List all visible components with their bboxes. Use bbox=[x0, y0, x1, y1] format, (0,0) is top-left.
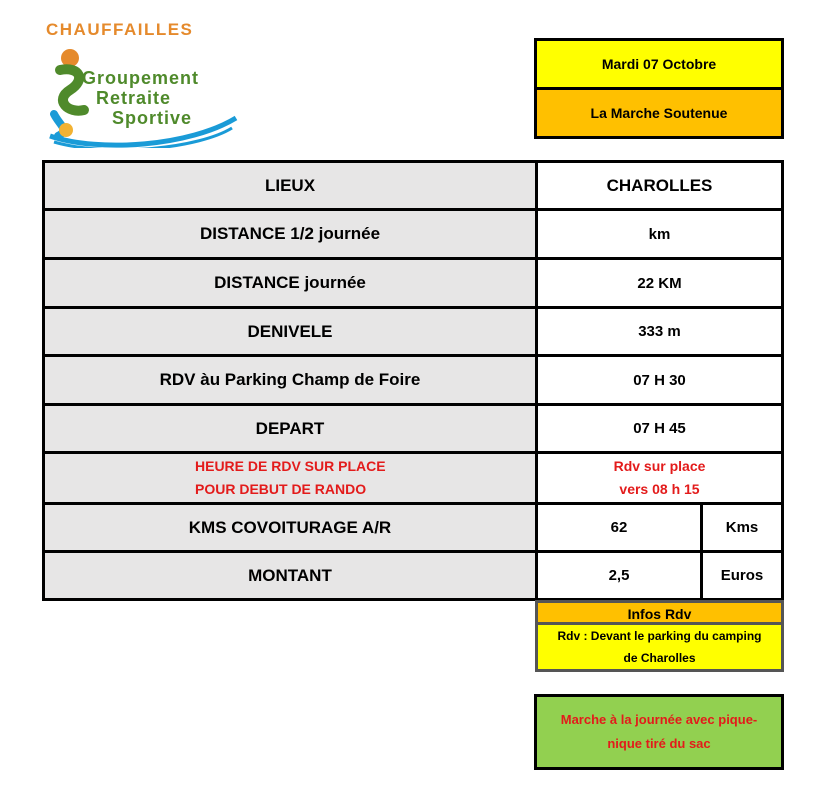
value-covoiturage: 62 bbox=[535, 502, 703, 553]
value-depart: 07 H 45 bbox=[535, 403, 784, 454]
value-lieux: CHAROLLES bbox=[535, 160, 784, 211]
activity-box: La Marche Soutenue bbox=[534, 87, 784, 139]
label-denivele: DENIVELE bbox=[42, 306, 538, 357]
club-logo bbox=[40, 18, 240, 148]
label-heure-rdv-line2: POUR DEBUT DE RANDO bbox=[195, 481, 367, 497]
infos-body bbox=[535, 622, 784, 672]
logo-line-3: Sportive bbox=[112, 108, 193, 128]
label-lieux: LIEUX bbox=[42, 160, 538, 211]
label-covoiturage: KMS COVOITURAGE A/R bbox=[42, 502, 538, 553]
label-heure-rdv-line1: HEURE DE RDV SUR PLACE bbox=[195, 458, 386, 474]
unit-montant: Euros bbox=[700, 550, 784, 601]
value-montant: 2,5 bbox=[535, 550, 703, 601]
value-heure-rdv-line1: Rdv sur place bbox=[613, 458, 706, 474]
label-depart: DEPART bbox=[42, 403, 538, 454]
note-box bbox=[534, 694, 784, 770]
note-line-2: nique tiré du sac bbox=[607, 736, 711, 751]
label-rdv: RDV àu Parking Champ de Foire bbox=[42, 354, 538, 406]
value-heure-rdv bbox=[535, 451, 784, 505]
infos-title: Infos Rdv bbox=[535, 600, 784, 624]
logo-line-1: Groupement bbox=[82, 68, 200, 88]
value-denivele: 333 m bbox=[535, 306, 784, 357]
logo-town: CHAUFFAILLES bbox=[46, 20, 194, 39]
infos-line-1: Rdv : Devant le parking du camping bbox=[557, 629, 762, 643]
date-box: Mardi 07 Octobre bbox=[534, 38, 784, 90]
logo-line-2: Retraite bbox=[96, 88, 172, 108]
value-rdv: 07 H 30 bbox=[535, 354, 784, 406]
label-distance-half: DISTANCE 1/2 journée bbox=[42, 208, 538, 260]
label-montant: MONTANT bbox=[42, 550, 538, 601]
note-line-1: Marche à la journée avec pique- bbox=[560, 712, 758, 727]
label-heure-rdv bbox=[42, 451, 538, 505]
value-heure-rdv-line2: vers 08 h 15 bbox=[619, 481, 700, 497]
infos-line-2: de Charolles bbox=[623, 651, 696, 665]
value-distance-day: 22 KM bbox=[535, 257, 784, 309]
value-distance-half: km bbox=[535, 208, 784, 260]
label-distance-day: DISTANCE journée bbox=[42, 257, 538, 309]
unit-covoiturage: Kms bbox=[700, 502, 784, 553]
